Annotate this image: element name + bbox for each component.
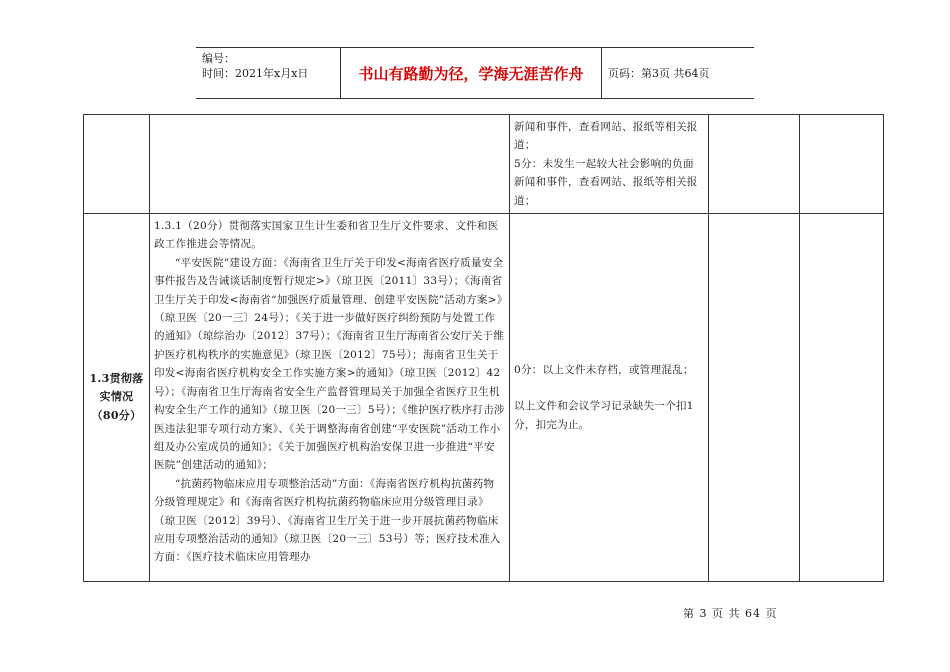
criteria-cell — [510, 115, 709, 214]
header-page-label: 页码：第3页 共64页 — [608, 67, 710, 80]
page-header — [196, 47, 754, 99]
table-row — [84, 115, 884, 214]
doc-number-label: 编号： — [202, 52, 235, 65]
remark-cell — [800, 214, 884, 582]
criteria-text: 以上文件和会议学习记录缺失一个扣1分，扣完为止。 — [514, 400, 694, 431]
content-cell — [150, 214, 510, 582]
section-title: 1.3贯彻落实情况 （80分） — [84, 214, 150, 582]
evaluation-table — [83, 114, 884, 582]
remark-cell — [800, 115, 884, 214]
score-cell — [709, 115, 800, 214]
doc-time-label: 时间：2021年x月x日 — [202, 67, 309, 80]
header-meta — [196, 48, 340, 98]
score-cell — [709, 214, 800, 582]
criteria-text: 新闻和事件，查看网站、报纸等相关报道； 5分：未发生一起较大社会影响的负面新闻和事件，查看网站、报纸等相关报道； — [514, 121, 698, 207]
content-paragraph: “抗菌药物临床应用专项整治活动”方面：《海南省医疗机构抗菌药物分级管理规定》和《海南省医疗机构抗菌药物临床应用分级管理目录》（琼卫医〔2012〕39号）、《海南省卫生厅关于进一步开展抗菌药物临床应用专项整治活动的通知》（琼卫医〔20一三〕53号）等；医疗技术准入方面：《医疗技术临床应用管理办 — [154, 477, 501, 564]
page-footer: 第 3 页 共 64 页 — [683, 607, 778, 620]
section-cell — [84, 115, 150, 214]
criteria-cell — [510, 214, 709, 582]
header-motto: 书山有路勤为径，学海无涯苦作舟 — [340, 48, 602, 98]
content-paragraph: “平安医院”建设方面：《海南省卫生厅关于印发<海南省医疗质量安全事件报告及告诫谈话制度暂行规定>》（琼卫医〔2011〕33号）；《海南省卫生厅关于印发<海南省“加强医疗质量管理、创建平安医院”活动方案>》（琼卫医〔20一三〕24号）；《关于进一步做好医疗纠纷预防与处置工作的通知》（琼综治办〔2012〕37号）；《海南省卫生厅海南省公安厅关于维护医疗机构秩序的实施意见》（琼卫医〔2012〕75号）；海南省卫生关于印发<海南省医疗机构安全工作实施方案>的通知》（琼卫医〔2012〕42号）；《海南省卫生厅海南省安全生产监督管理局关于加强全省医疗卫生机构安全生产工作的通知》（琼卫医〔20一三〕5号）；《维护医疗秩序打击涉医违法犯罪专项行动方案》、《关于调整海南省创建“平安医院”活动工作小组及办公室成员的通知》；《关于加强医疗机构治安保卫进一步推进“平安医院”创建活动的通知》； — [154, 256, 505, 472]
table-row — [84, 214, 884, 582]
content-paragraph: 1.3.1（20分）贯彻落实国家卫生计生委和省卫生厅文件要求、文件和医政工作推进会等情况。 — [154, 220, 499, 251]
content-cell — [150, 115, 510, 214]
criteria-text: 0分：以上文件未存档，或管理混乱； — [514, 363, 694, 376]
